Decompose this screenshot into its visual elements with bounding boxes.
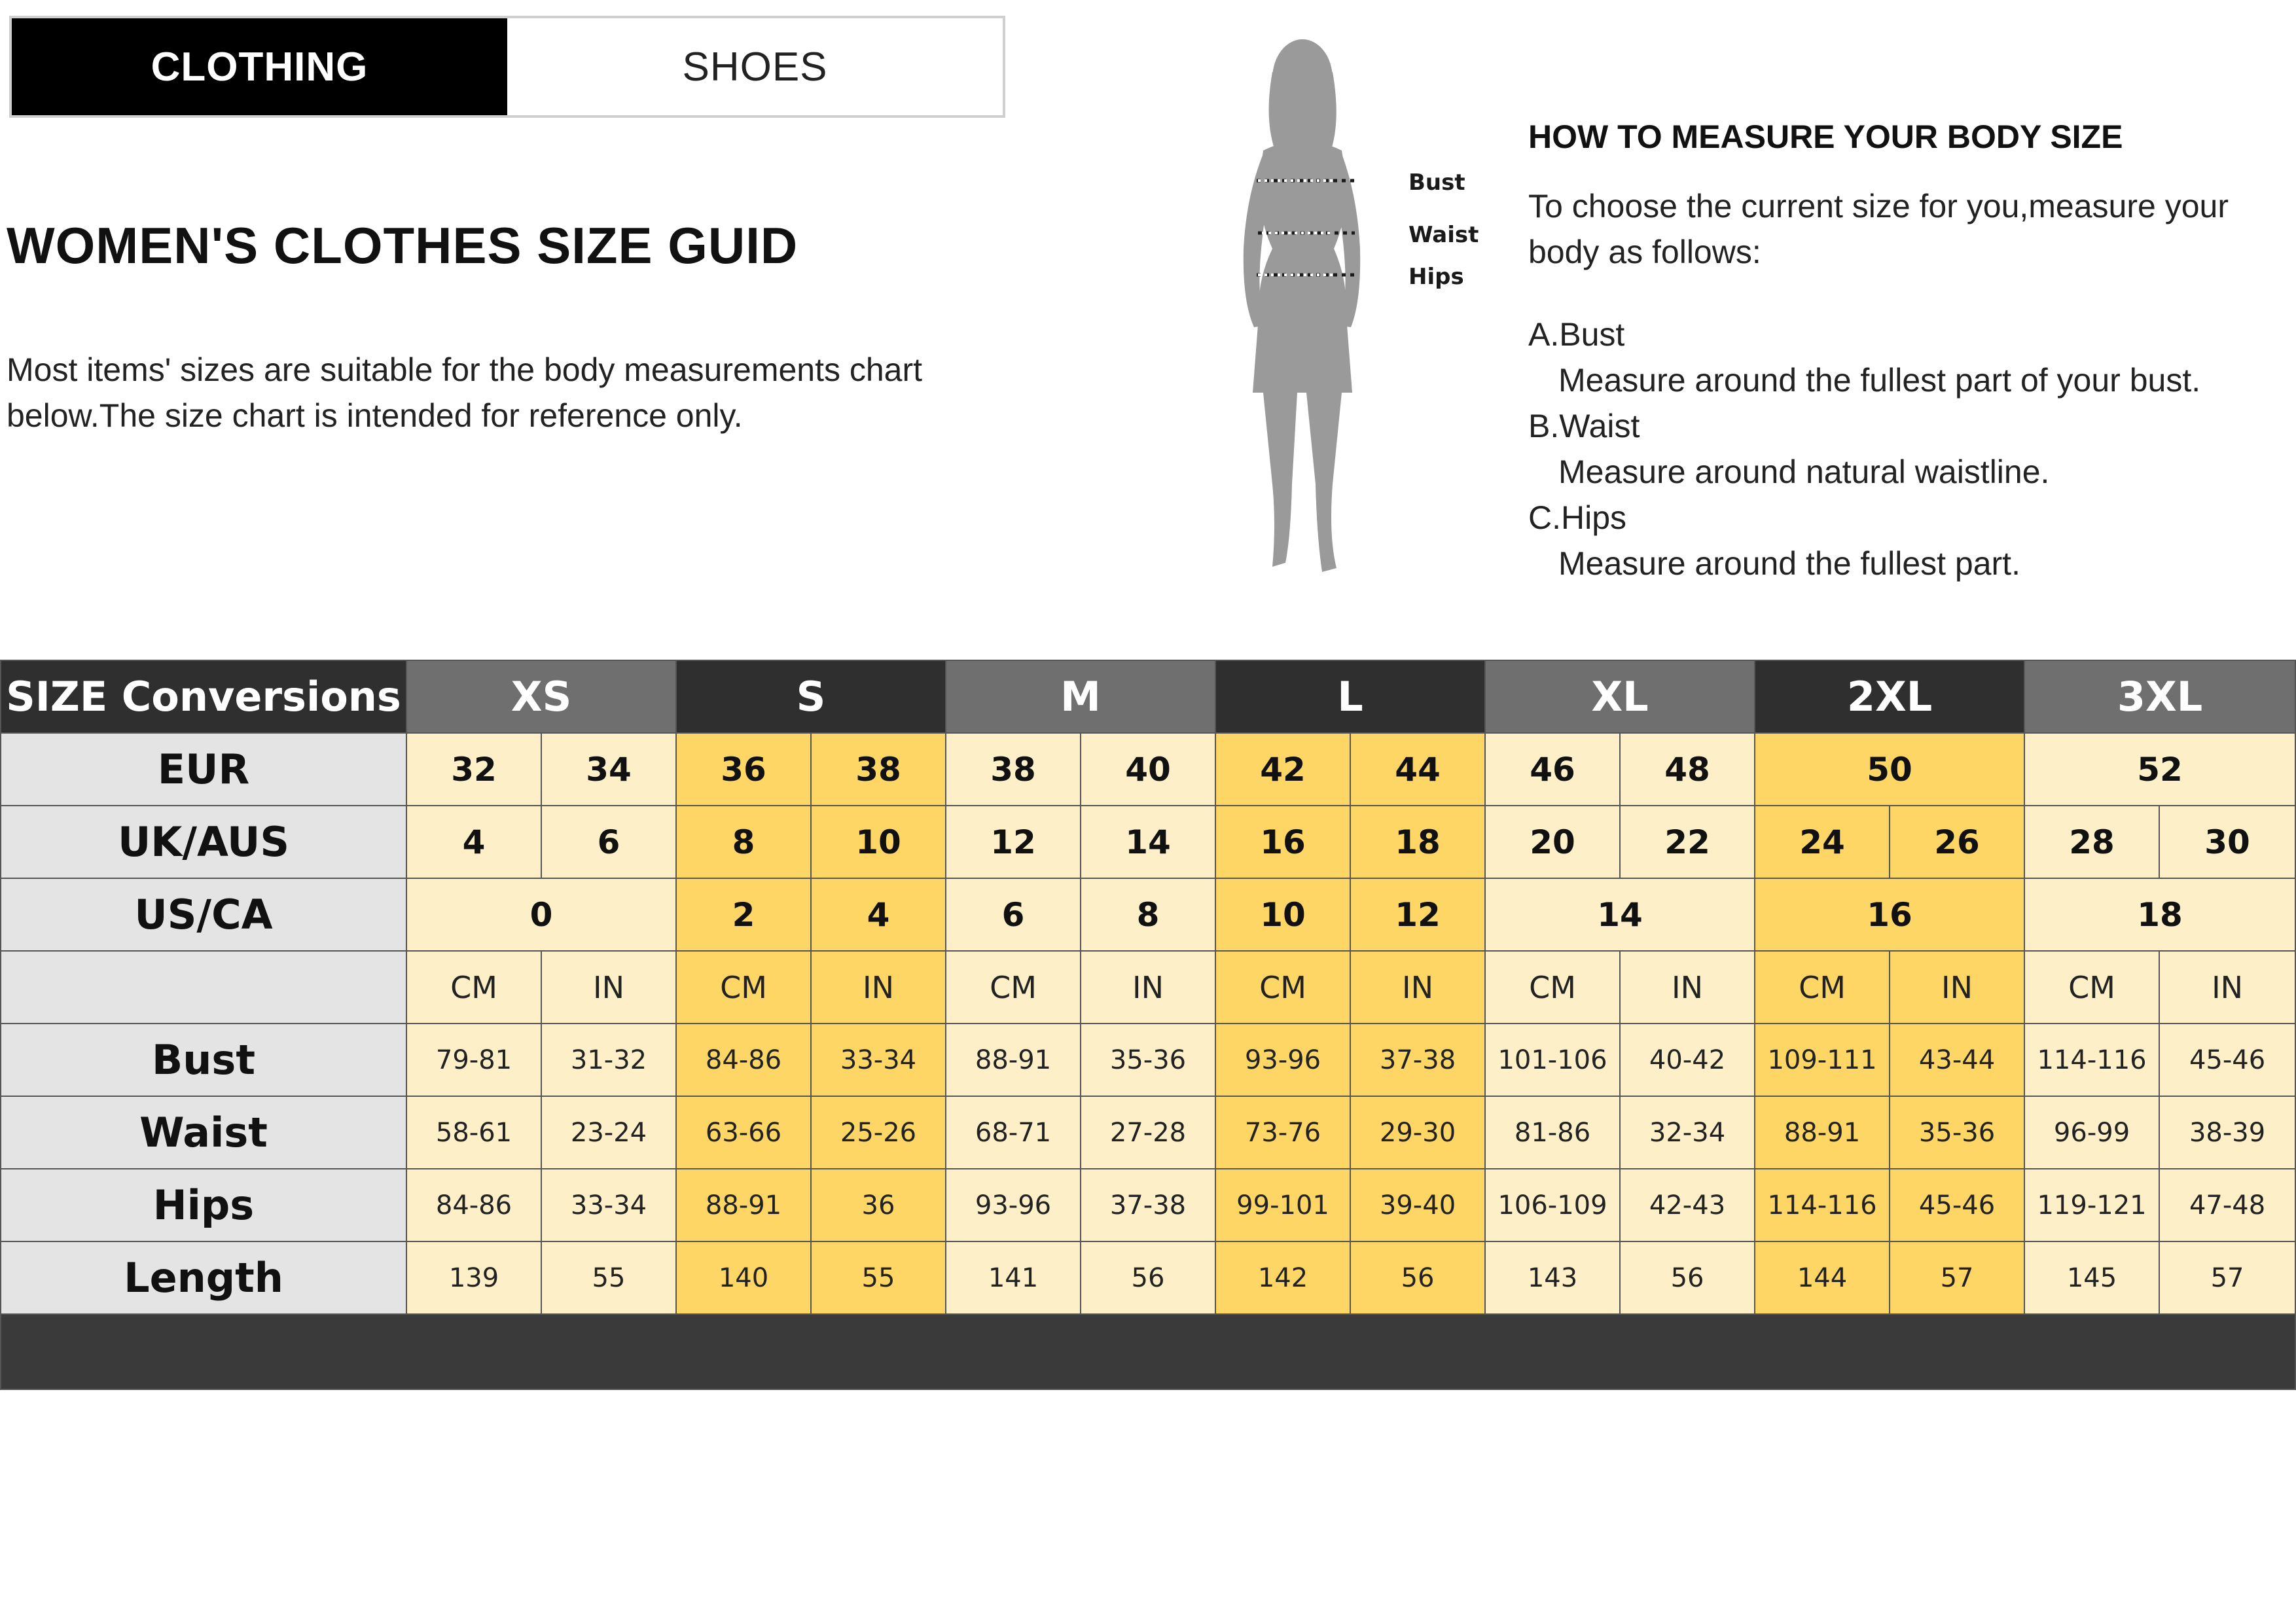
table-cell: 38-39: [2159, 1096, 2295, 1169]
table-row-units: [1, 951, 2295, 1024]
table-cell: 38: [946, 733, 1081, 806]
table-row-eur: [1, 733, 2295, 806]
unit-cell: CM: [1755, 951, 1890, 1024]
table-cell: 40: [1081, 733, 1215, 806]
table-cell: 35-36: [1081, 1024, 1215, 1096]
table-cell: 14: [1485, 878, 1755, 951]
table-cell: 18: [1350, 806, 1485, 878]
table-row-bust: [1, 1024, 2295, 1096]
unit-cell: CM: [2024, 951, 2159, 1024]
row-label: Length: [1, 1241, 406, 1314]
table-cell: 109-111: [1755, 1024, 1890, 1096]
measure-item-desc: Measure around natural waistline.: [1558, 454, 2050, 490]
figure-label-hips: Hips: [1408, 264, 1464, 290]
table-cell: 40-42: [1620, 1024, 1755, 1096]
size-guide-tabs: [9, 16, 1005, 118]
table-cell: 24: [1755, 806, 1890, 878]
table-cell: 2: [676, 878, 811, 951]
size-header: 2XL: [1755, 660, 2024, 733]
table-cell: 96-99: [2024, 1096, 2159, 1169]
table-cell: 6: [946, 878, 1081, 951]
size-conversion-table: [0, 660, 2296, 1390]
table-cell: 33-34: [541, 1169, 676, 1241]
table-cell: 37-38: [1081, 1169, 1215, 1241]
table-cell: 63-66: [676, 1096, 811, 1169]
table-cell: 50: [1755, 733, 2024, 806]
table-cell: 4: [811, 878, 946, 951]
table-cell: 25-26: [811, 1096, 946, 1169]
table-cell: 48: [1620, 733, 1755, 806]
table-cell: 26: [1890, 806, 2024, 878]
table-cell: 6: [541, 806, 676, 878]
unit-cell: CM: [406, 951, 541, 1024]
measure-text: To choose the current size for you,measure your body as follows:: [1528, 188, 2229, 270]
unit-cell: IN: [1890, 951, 2024, 1024]
table-row-uk-aus: [1, 806, 2295, 878]
table-cell: 119-121: [2024, 1169, 2159, 1241]
table-cell: 56: [1350, 1241, 1485, 1314]
table-cell: 84-86: [676, 1024, 811, 1096]
row-label: Hips: [1, 1169, 406, 1241]
table-cell: 16: [1755, 878, 2024, 951]
table-cell: 36: [811, 1169, 946, 1241]
woman-silhouette-icon: [1217, 26, 1492, 589]
size-header: M: [946, 660, 1215, 733]
unit-cell: IN: [1081, 951, 1215, 1024]
table-cell: 34: [541, 733, 676, 806]
table-cell: 31-32: [541, 1024, 676, 1096]
table-cell: 18: [2024, 878, 2295, 951]
size-header: S: [676, 660, 946, 733]
size-header: 3XL: [2024, 660, 2295, 733]
row-label: Bust: [1, 1024, 406, 1096]
table-header-row: [1, 660, 2295, 733]
table-cell: 23-24: [541, 1096, 676, 1169]
table-cell: 114-116: [1755, 1169, 1890, 1241]
table-cell: 145: [2024, 1241, 2159, 1314]
measure-item-desc: Measure around the fullest part of your bust.: [1558, 362, 2201, 399]
table-cell: 14: [1081, 806, 1215, 878]
table-footer: [1, 1314, 2295, 1389]
table-cell: 84-86: [406, 1169, 541, 1241]
table-cell: 36: [676, 733, 811, 806]
table-cell: 79-81: [406, 1024, 541, 1096]
unit-cell: CM: [676, 951, 811, 1024]
table-cell: 32-34: [1620, 1096, 1755, 1169]
table-cell: 68-71: [946, 1096, 1081, 1169]
table-cell: 45-46: [1890, 1169, 2024, 1241]
size-header: XS: [406, 660, 676, 733]
table-cell: 0: [406, 878, 676, 951]
table-cell: 8: [676, 806, 811, 878]
table-cell: 42: [1215, 733, 1350, 806]
table-cell: 35-36: [1890, 1096, 2024, 1169]
measure-instructions: [1528, 118, 2281, 586]
unit-cell: IN: [811, 951, 946, 1024]
table-cell: 45-46: [2159, 1024, 2295, 1096]
table-cell: 30: [2159, 806, 2295, 878]
row-label: EUR: [1, 733, 406, 806]
table-cell: 33-34: [811, 1024, 946, 1096]
table-cell: 55: [541, 1241, 676, 1314]
table-cell: 139: [406, 1241, 541, 1314]
table-cell: 73-76: [1215, 1096, 1350, 1169]
measure-item-label: C.Hips: [1528, 499, 1627, 536]
table-cell: 46: [1485, 733, 1620, 806]
unit-cell: CM: [1215, 951, 1350, 1024]
size-header: L: [1215, 660, 1485, 733]
table-cell: 44: [1350, 733, 1485, 806]
table-cell: 143: [1485, 1241, 1620, 1314]
table-cell: 99-101: [1215, 1169, 1350, 1241]
table-cell: 142: [1215, 1241, 1350, 1314]
table-cell: 106-109: [1485, 1169, 1620, 1241]
table-cell: 47-48: [2159, 1169, 2295, 1241]
size-header: XL: [1485, 660, 1755, 733]
table-cell: 42-43: [1620, 1169, 1755, 1241]
table-cell: 88-91: [1755, 1096, 1890, 1169]
table-row-hips: [1, 1169, 2295, 1241]
table-cell: 52: [2024, 733, 2295, 806]
row-label: UK/AUS: [1, 806, 406, 878]
measure-item-desc: Measure around the fullest part.: [1558, 545, 2020, 582]
unit-cell: IN: [541, 951, 676, 1024]
table-cell: 101-106: [1485, 1024, 1620, 1096]
table-cell: 27-28: [1081, 1096, 1215, 1169]
table-cell: 88-91: [676, 1169, 811, 1241]
table-cell: 38: [811, 733, 946, 806]
table-cell: 141: [946, 1241, 1081, 1314]
table-cell: 37-38: [1350, 1024, 1485, 1096]
table-cell: 12: [946, 806, 1081, 878]
table-cell: 81-86: [1485, 1096, 1620, 1169]
table-cell: 57: [1890, 1241, 2024, 1314]
table-cell: 43-44: [1890, 1024, 2024, 1096]
unit-cell: CM: [1485, 951, 1620, 1024]
table-cell: 56: [1081, 1241, 1215, 1314]
table-row-waist: [1, 1096, 2295, 1169]
unit-cell: CM: [946, 951, 1081, 1024]
table-cell: 140: [676, 1241, 811, 1314]
body-figure: [1217, 26, 1492, 589]
table-cell: 32: [406, 733, 541, 806]
tab-clothing[interactable]: CLOTHING: [12, 18, 507, 115]
row-label: Waist: [1, 1096, 406, 1169]
table-cell: 4: [406, 806, 541, 878]
unit-cell: IN: [1350, 951, 1485, 1024]
table-cell: 22: [1620, 806, 1755, 878]
measure-heading: HOW TO MEASURE YOUR BODY SIZE: [1528, 118, 2123, 155]
table-cell: 56: [1620, 1241, 1755, 1314]
table-cell: 57: [2159, 1241, 2295, 1314]
table-row-length: [1, 1241, 2295, 1314]
table-cell: 8: [1081, 878, 1215, 951]
table-corner-header: SIZE Conversions: [1, 660, 406, 733]
table-cell: 144: [1755, 1241, 1890, 1314]
unit-cell: IN: [1620, 951, 1755, 1024]
table-cell: 39-40: [1350, 1169, 1485, 1241]
table-cell: 28: [2024, 806, 2159, 878]
table-cell: 10: [811, 806, 946, 878]
table-cell: 58-61: [406, 1096, 541, 1169]
table-cell: 29-30: [1350, 1096, 1485, 1169]
row-label-empty: [1, 951, 406, 1024]
table-cell: 10: [1215, 878, 1350, 951]
table-cell: 88-91: [946, 1024, 1081, 1096]
measure-item-label: B.Waist: [1528, 408, 1640, 444]
table-cell: 93-96: [946, 1169, 1081, 1241]
table-cell: 93-96: [1215, 1024, 1350, 1096]
figure-label-waist: Waist: [1408, 222, 1479, 248]
table-cell: 12: [1350, 878, 1485, 951]
table-cell: 20: [1485, 806, 1620, 878]
unit-cell: IN: [2159, 951, 2295, 1024]
page-title: WOMEN'S CLOTHES SIZE GUID: [7, 217, 798, 274]
intro-text: Most items' sizes are suitable for the body measurements chart below.The size chart is intended for reference only.: [7, 351, 923, 434]
table-footer-bar: [1, 1314, 2295, 1389]
table-cell: 55: [811, 1241, 946, 1314]
figure-label-bust: Bust: [1408, 169, 1465, 196]
table-row-us-ca: [1, 878, 2295, 951]
table-cell: 16: [1215, 806, 1350, 878]
row-label: US/CA: [1, 878, 406, 951]
measure-item-label: A.Bust: [1528, 316, 1625, 353]
tab-shoes[interactable]: SHOES: [507, 18, 1003, 115]
table-cell: 114-116: [2024, 1024, 2159, 1096]
